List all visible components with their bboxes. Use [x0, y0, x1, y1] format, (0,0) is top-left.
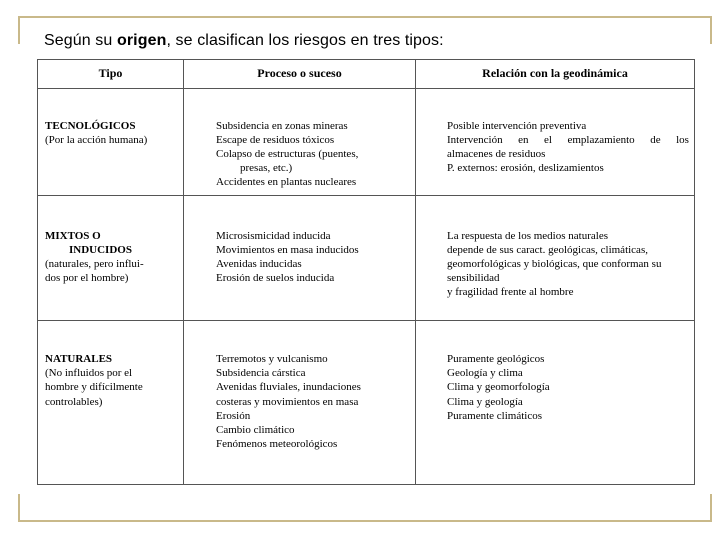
row-mixtos-process [184, 195, 416, 320]
relation-word: de [650, 133, 661, 146]
row-naturales-relation [416, 320, 695, 484]
process-item: Erosión [216, 409, 251, 422]
relation-item: Geología y clima [447, 367, 523, 380]
relation-item: Puramente geológicos [447, 352, 545, 365]
process-item: presas, etc.) [240, 162, 293, 175]
relation-item: Posible intervención preventiva [447, 119, 587, 132]
process-item: Subsidencia en zonas mineras [216, 119, 348, 132]
type-name: MIXTOS O [45, 229, 101, 242]
relation-item: Puramente climáticos [447, 409, 542, 422]
row-tecnologicos-process [184, 88, 416, 195]
relation-item: sensibilidad [447, 272, 500, 285]
relation-item: Clima y geomorfología [447, 381, 550, 394]
process-item: Erosión de suelos inducida [216, 272, 335, 285]
table-row [38, 195, 695, 320]
frame-bottom-right-line [710, 494, 712, 522]
risk-table [37, 59, 695, 485]
relation-item: La respuesta de los medios naturales [447, 229, 608, 242]
process-item: Cambio climático [216, 423, 295, 436]
process-item: Microsismicidad inducida [216, 229, 331, 242]
relation-item: Clima y geología [447, 395, 523, 408]
title-bold-word: origen [116, 32, 167, 49]
frame-top-right-line [710, 16, 712, 44]
row-tecnologicos-type [38, 88, 184, 195]
frame-top-line [18, 16, 712, 18]
row-naturales-type [38, 320, 184, 484]
process-item: Fenómenos meteorológicos [216, 438, 338, 451]
relation-word: el [544, 133, 552, 146]
type-name: TECNOLÓGICOS [45, 119, 136, 132]
type-name: NATURALES [45, 352, 113, 365]
relation-word: los [676, 133, 689, 146]
type-name-continuation: INDUCIDOS [69, 243, 132, 256]
slide-title [44, 32, 444, 50]
frame-bottom-line [18, 520, 712, 522]
table-row [38, 88, 695, 195]
header-proceso: Proceso o suceso [184, 60, 416, 89]
header-relacion: Relación con la geodinámica [416, 60, 695, 89]
relation-item: y fragilidad frente al hombre [447, 286, 574, 299]
type-description: (Por la acción humana) [45, 133, 148, 146]
frame-top-left-line [18, 16, 20, 44]
relation-word: emplazamiento [567, 133, 635, 146]
process-item: Avenidas fluviales, inundaciones [216, 381, 361, 394]
relation-item: P. externos: erosión, deslizamientos [447, 162, 604, 175]
process-item: Avenidas inducidas [216, 257, 302, 270]
type-description: (No influidos por el [45, 367, 133, 380]
title-prefix: Según su [44, 32, 117, 49]
type-description: (naturales, pero influi- [45, 257, 144, 270]
table-header-row [38, 60, 695, 89]
process-item: costeras y movimientos en masa [216, 395, 359, 408]
type-description: dos por el hombre) [45, 272, 129, 285]
process-item: Escape de residuos tóxicos [216, 133, 335, 146]
relation-item-justified [447, 133, 689, 147]
relation-word: Intervención [447, 133, 503, 146]
header-tipo: Tipo [38, 60, 184, 89]
process-item: Colapso de estructuras (puentes, [216, 147, 359, 160]
process-item: Subsidencia cárstica [216, 367, 306, 380]
type-description: hombre y difícilmente [45, 381, 143, 394]
row-naturales-process [184, 320, 416, 484]
relation-item: geomorfológicas y biológicas, que conforman su [447, 257, 662, 270]
row-mixtos-relation [416, 195, 695, 320]
process-item: Movimientos en masa inducidos [216, 243, 359, 256]
relation-word: en [518, 133, 529, 146]
process-item: Terremotos y vulcanismo [216, 352, 328, 365]
relation-item: depende de sus caract. geológicas, climáticas, [447, 243, 648, 256]
title-suffix: , se clasifican los riesgos en tres tipos: [166, 32, 444, 49]
relation-item: almacenes de residuos [447, 147, 546, 160]
frame-bottom-left-line [18, 494, 20, 522]
type-description: controlables) [45, 395, 103, 408]
table-row [38, 320, 695, 484]
row-mixtos-type [38, 195, 184, 320]
row-tecnologicos-relation [416, 88, 695, 195]
process-item: Accidentes en plantas nucleares [216, 176, 357, 189]
